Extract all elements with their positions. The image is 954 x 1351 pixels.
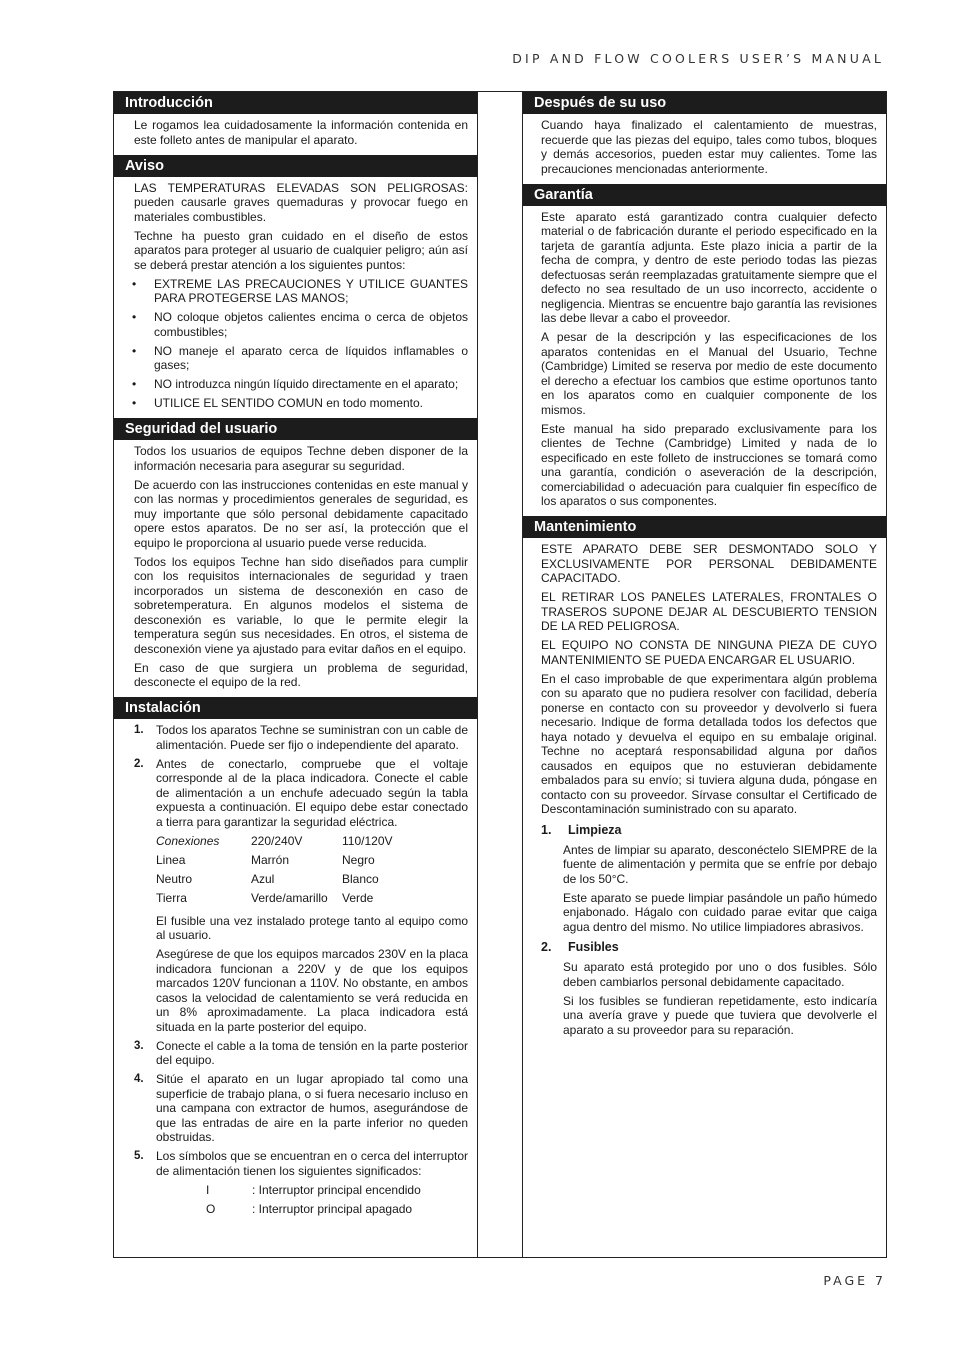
table-row: Tierra Verde/amarillo Verde [156, 890, 374, 905]
paragraph: Este aparato está garantizado contra cualquier defecto material o de fabricación durante el periodo especificado en la tarjeta de garantía adjunta. Este plazo inicia a partir de la fecha de compra, y dentro de este periodo todas las piezas defectuosas serán reemplazadas gratuitamente siempre que el defecto no sea resultado de un uso incorrecto, accidente o negligencia. Mientras se encuentre bajo garantía las revisiones las debe llevar a cabo el proveedor. [541, 209, 877, 325]
bullet-icon: • [132, 377, 137, 391]
manual-header-title: DIP AND FLOW COOLERS USER’S MANUAL [512, 51, 884, 66]
paragraph: Este manual ha sido preparado exclusivamente para los clientes de Techne (Cambridge) Limited y nada de lo especificado en este folleto de instrucciones se tomará como una garantía, condición o aseveración de la descripción, comerciabilidad o adecuación para cualquier fin específico de los aparatos o sus componentes. [541, 421, 877, 508]
middle-gutter [477, 91, 523, 1258]
table-header-row: Conexiones 220/240V 110/120V [156, 833, 393, 848]
section-body-mantenimiento [523, 538, 886, 1045]
paragraph: De acuerdo con las instrucciones contenidas en este manual y con las normas y procedimientos generales de seguridad, es muy importante que sólo personal debidamente capacitado opere estos aparatos. De no ser así, la protección que el equipo le proporciona al usuario puede verse reducida. [134, 477, 468, 550]
paragraph: Si los fusibles se fundieran repetidamente, esto indicaría una avería grave y puede que tuviera que devolverle el aparato a su proveedor para su reparación. [563, 993, 877, 1037]
table-row: Linea Marrón Negro [156, 852, 375, 867]
paragraph: El fusible una vez instalado protege tanto al equipo como al usuario. [156, 913, 468, 942]
paragraph: Asegúrese de que los equipos marcados 230V en la placa indicadora funcionan a 220V y de que los equipos marcados 120V funcionan a 110V. No obstante, en ambos casos la velocidad de calentamiento se verá reducida en un 8% aproximadamente. La placa indicadora está situada en la parte posterior del equipo. [156, 947, 468, 1034]
connections-table [156, 834, 393, 910]
list-item: • NO maneje el aparato cerca de líquidos inflamables o gases; [132, 343, 468, 372]
paragraph: A pesar de la descripción y las especificaciones de los aparatos contenidas en el Manual del Usuario, Techne (Cambridge) Limited se reserva por medio de este documento el derecho a efectuar los cambios que estime oportunos tanto en los aparatos como en cualquier componente de los mismos. [541, 330, 877, 417]
bullet-icon: • [132, 276, 137, 291]
section-body-aviso [114, 177, 477, 419]
subheading-limpieza: 1. Limpieza [541, 822, 622, 837]
section-heading-despues: Después de su uso [523, 92, 886, 114]
list-item: • NO coloque objetos calientes encima o cerca de objetos combustibles; [132, 310, 468, 339]
section-heading-introduccion: Introducción [114, 92, 477, 114]
paragraph: Todos los equipos Techne han sido diseñados para cumplir con los requisitos internacionales de seguridad y traen incorporados un sistema de desconexión en caso de sobretemperatura. En algunos modelos el sistema de desconexión es variable, lo que le permite elegir la temperatura según sus necesidades. En otros, el sistema de desconexión viene ya ajustado para evitar daños en el equipo. [134, 554, 468, 656]
paragraph: En el caso improbable de que experimentara algún problema con su aparato que no pudiera resolver con facilidad, debería ponerse en contacto con su proveedor y devolverlo si fuera necesario. Indique de forma detallada todos los defectos que haya notado y devuelva el equipo en su embalaje original. Techne no aceptará responsabilidad alguna por daños causados en equipos que no estuvieran debidamente embalados para su envío; si tuviera alguna duda, póngase en contacto con su proveedor. Sírvase consultar el Certificado de Descontaminación suministrado con su aparato. [541, 671, 877, 816]
paragraph: Antes de limpiar su aparato, desconéctelo SIEMPRE de la fuente de alimentación y permita que se enfríe por debajo de los 50°C. [563, 842, 877, 886]
list-item: 1. Todos los aparatos Techne se suministran con un cable de alimentación. Puede ser fijo o independiente del aparato. [134, 723, 468, 752]
bullet-icon: • [132, 396, 137, 410]
section-body-garantia [523, 206, 886, 517]
list-item: • EXTREME LAS PRECAUCIONES Y UTILICE GUANTES PARA PROTEGERSE LAS MANOS; [132, 276, 468, 305]
list-item: 3. Conecte el cable a la toma de tensión en la parte posterior del equipo. [134, 1038, 468, 1067]
section-body-instalacion [114, 719, 477, 1224]
list-item: 2. Antes de conectarlo, compruebe que el voltaje corresponde al de la placa indicadora. Conecte el cable de alimentación a un enchufe adecuado según la tabla expuesta a continuación. El equipo debe estar conectado a tierra para garantizar la seguridad eléctrica. Conexiones 220/240V 110/120V Linea Marrón Negro Neutro Azul Blanco Tierra Verde/amarillo Verde El fusible una vez instalado protege tanto al equipo como al usuario. Asegúrese de que los equipos marcados 230V en la placa indicadora funcionan a 220V y de que los equipos marcados 120V funcionan a 110V. No obstante, en ambos casos la velocidad de calentamiento se verá reducida en un 8% aproximadamente. La placa indicadora está situada en la parte posterior del equipo. [134, 756, 468, 1034]
section-heading-garantia: Garantía [523, 184, 886, 206]
bullet-icon: • [132, 343, 137, 358]
paragraph: Le rogamos lea cuidadosamente la información contenida en este folleto antes de manipular el aparato. [134, 118, 468, 147]
symbol-row: I : Interruptor principal encendido [206, 1182, 421, 1197]
section-heading-seguridad: Seguridad del usuario [114, 418, 477, 440]
paragraph: Techne ha puesto gran cuidado en el diseño de estos aparatos para proteger al usuario de cualquier peligro; aún así se deberá prestar atención a los siguientes puntos: [134, 228, 468, 272]
paragraph: Cuando haya finalizado el calentamiento de muestras, recuerde que las piezas del equipo, tales como tubos, bloques y demás accesorios, pueden estar muy calientes. Tome las precauciones mencionadas anteriormente. [541, 118, 877, 176]
section-body-introduccion [114, 114, 477, 155]
paragraph: ESTE APARATO DEBE SER DESMONTADO SOLO Y EXCLUSIVAMENTE POR PERSONAL DEBIDAMENTE CAPACITADO. [541, 542, 877, 585]
subheading-fusibles: 2. Fusibles [541, 940, 619, 954]
section-body-seguridad [114, 440, 477, 697]
paragraph: En caso de que surgiera un problema de seguridad, desconecte el equipo de la red. [134, 660, 468, 689]
list-item: 5. Los símbolos que se encuentran en o cerca del interruptor de alimentación tienen los siguientes significados: I : Interruptor principal encendido O : Interruptor principal apagado [134, 1149, 468, 1216]
installation-steps [134, 723, 468, 1216]
list-item: • UTILICE EL SENTIDO COMUN en todo momento. [132, 396, 423, 410]
paragraph: LAS TEMPERATURAS ELEVADAS SON PELIGROSAS: pueden causarle graves quemaduras y provocar fuego en materiales combustibles. [134, 180, 468, 224]
bullet-icon: • [132, 310, 137, 324]
list-item: • NO introduzca ningún líquido directamente en el aparato; [132, 377, 459, 391]
warning-list [132, 277, 468, 411]
table-row: Neutro Azul Blanco [156, 871, 379, 886]
section-heading-mantenimiento: Mantenimiento [523, 516, 886, 538]
page-number: PAGE 7 [823, 1273, 886, 1288]
list-item: 4. Sitúe el aparato en un lugar apropiado tal como una superficie de trabajo plana, o si fuera necesario incluso en una campana con extractor de humos, asegurándose de que las entradas de aire en la parte inferior no queden obstruidas. [134, 1072, 468, 1144]
paragraph: Todos los usuarios de equipos Techne deben disponer de la información necesaria para asegurar su seguridad. [134, 444, 468, 473]
left-column [113, 91, 478, 1258]
right-column [522, 91, 887, 1258]
section-heading-aviso: Aviso [114, 155, 477, 177]
paragraph: EL EQUIPO NO CONSTA DE NINGUNA PIEZA DE CUYO MANTENIMIENTO SE PUEDA ENCARGAR EL USUARIO. [541, 638, 877, 667]
limpieza-body [541, 843, 877, 935]
section-body-despues [523, 114, 886, 184]
paragraph: Este aparato se puede limpiar pasándole un paño húmedo enjabonado. Hágalo con cuidado parae evitar que caiga agua dentro del mismo. No utilice limpiadores abrasivos. [563, 890, 877, 934]
paragraph: EL RETIRAR LOS PANELES LATERALES, FRONTALES O TRASEROS SUPONE DEJAR AL DESCUBIERTO TENSION DE LA RED PELIGROSA. [541, 590, 877, 633]
fusibles-body [541, 960, 877, 1037]
paragraph: Su aparato está protegido por uno o dos fusibles. Sólo deben cambiarlos personal debidamente capacitado. [563, 960, 877, 989]
symbol-row: O : Interruptor principal apagado [206, 1201, 413, 1216]
section-heading-instalacion: Instalación [114, 697, 477, 719]
